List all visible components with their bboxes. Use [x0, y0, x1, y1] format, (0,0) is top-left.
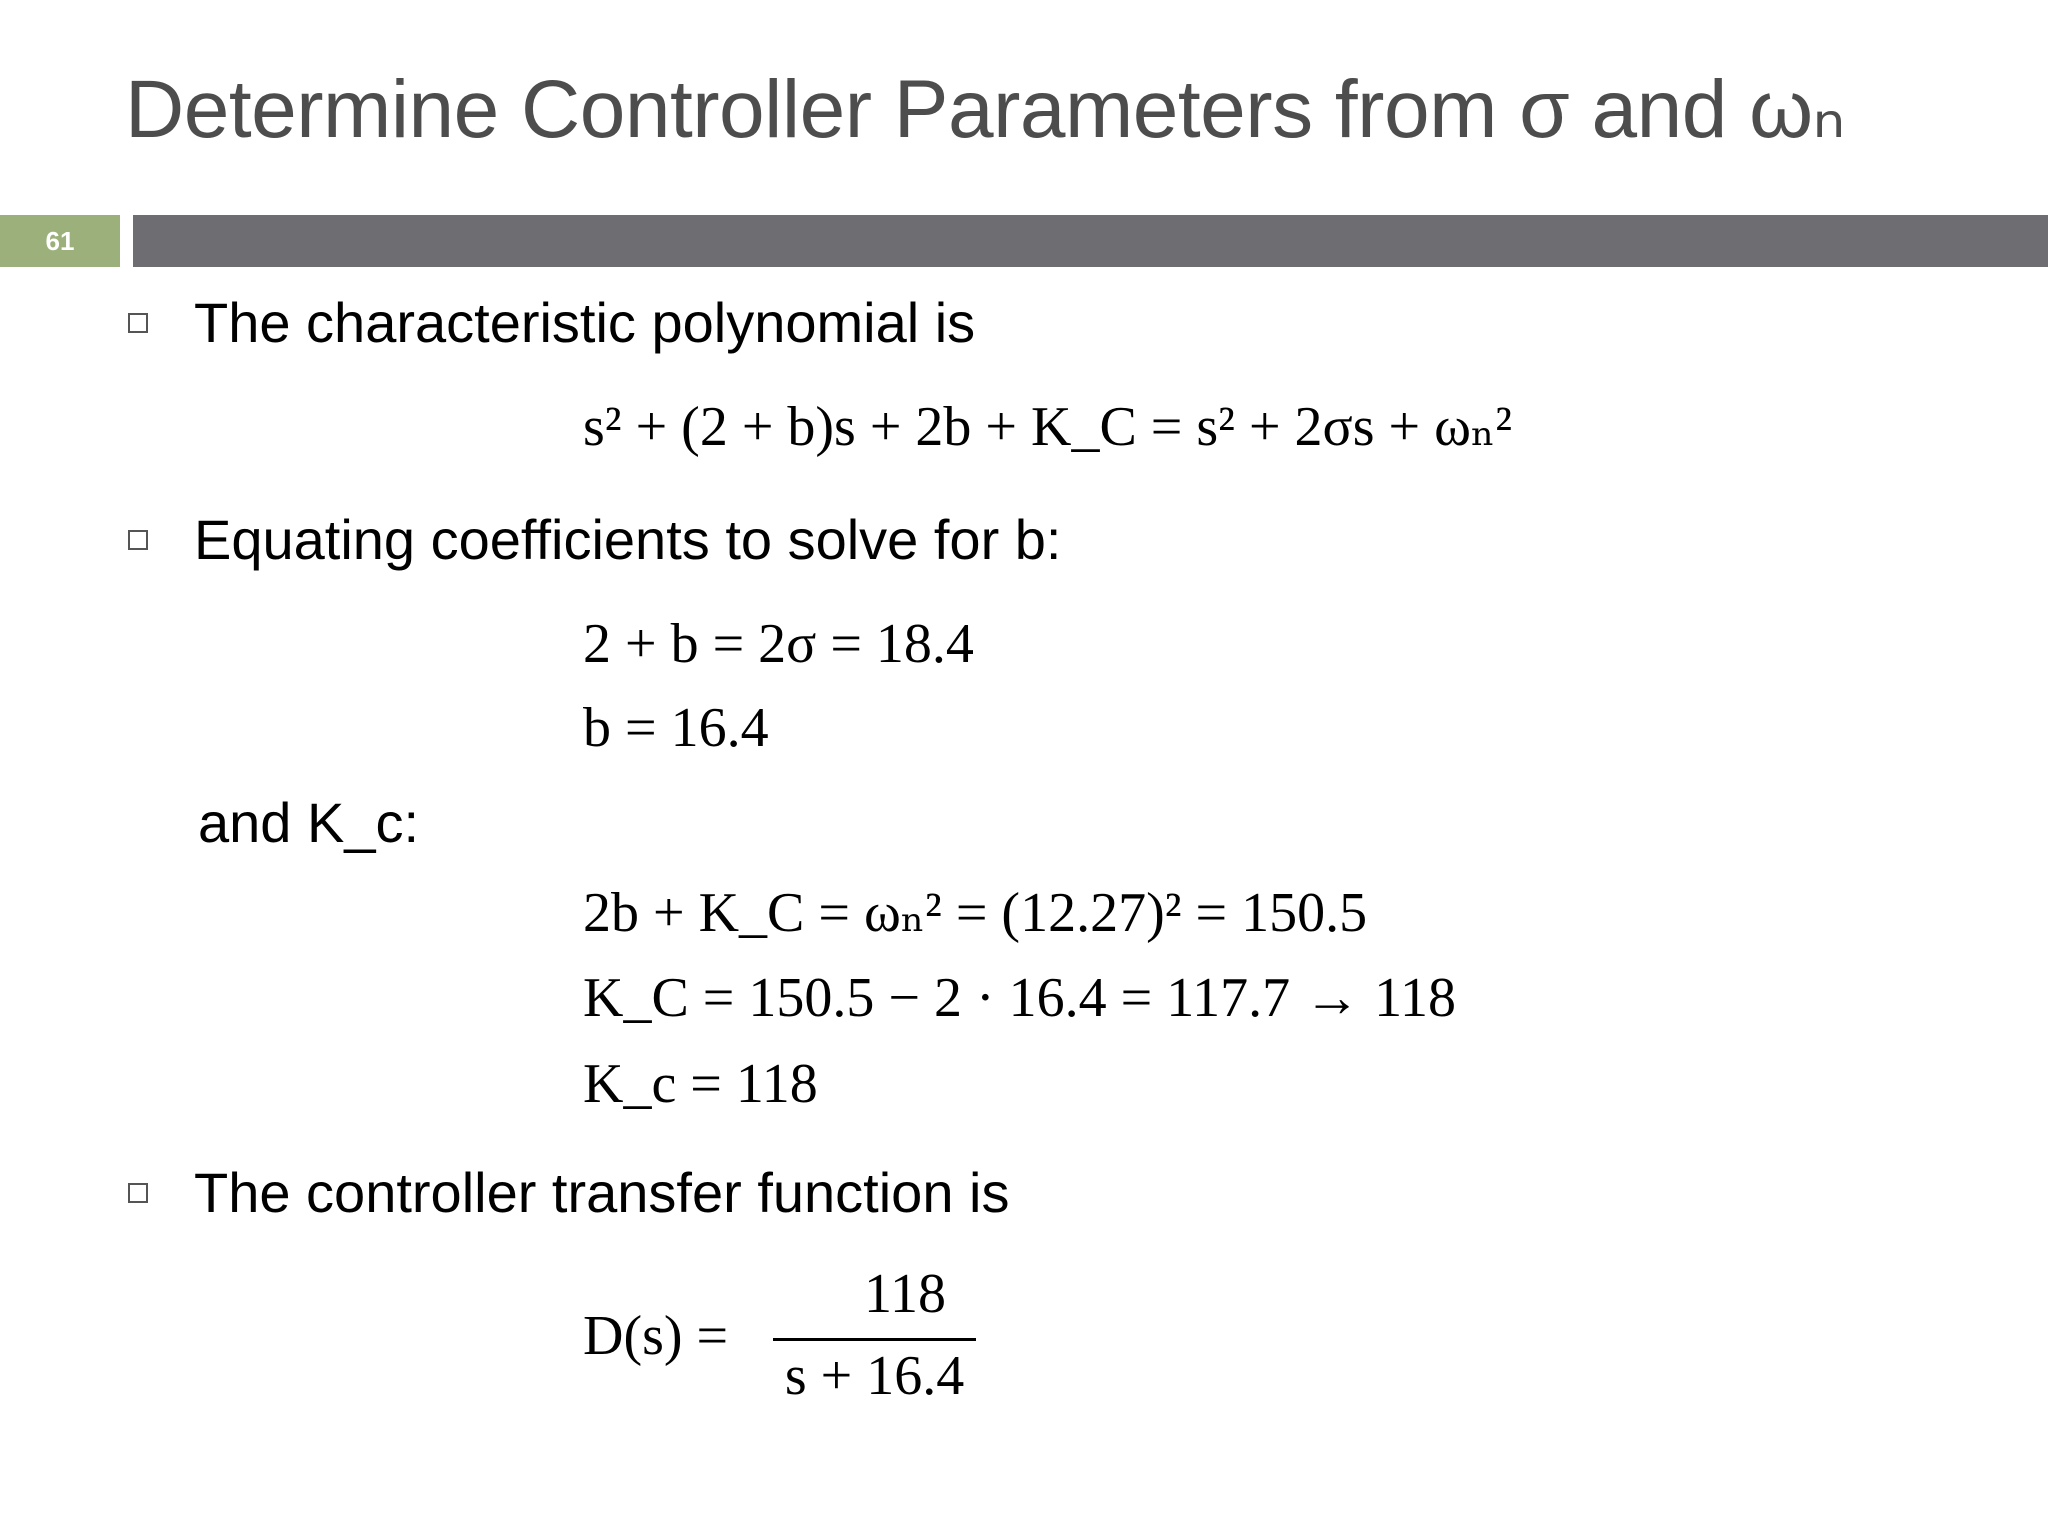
- equation-kc-line-1: 2b + K_C = ωₙ² = (12.27)² = 150.5: [583, 882, 1368, 944]
- and-kc-label: and K_c:: [198, 791, 420, 854]
- bullet-text: The characteristic polynomial is: [194, 291, 976, 354]
- bullet-characteristic-polynomial: [128, 290, 975, 355]
- checkbox-icon: [128, 1183, 148, 1203]
- equation-characteristic: s² + (2 + b)s + 2b + K_C = s² + 2σs + ωₙ²: [583, 396, 1512, 458]
- fraction-bar: [773, 1338, 976, 1341]
- fraction-numerator: 118: [864, 1263, 946, 1325]
- title-divider-bar: [133, 215, 2048, 267]
- fraction-denominator: s + 16.4: [784, 1345, 965, 1407]
- equation-b-line-1: 2 + b = 2σ = 18.4: [583, 613, 974, 675]
- bullet-text: The controller transfer function is: [194, 1161, 1010, 1224]
- equation-kc-line-3: K_c = 118: [583, 1053, 818, 1115]
- bullet-equating-coefficients: [128, 507, 1061, 572]
- bullet-transfer-function: [128, 1160, 1009, 1225]
- equation-b-line-2: b = 16.4: [583, 697, 769, 759]
- transfer-function-lhs: D(s) =: [583, 1305, 729, 1367]
- slide-number: 61: [0, 215, 120, 267]
- checkbox-icon: [128, 530, 148, 550]
- slide-title: Determine Controller Parameters from σ and ωₙ: [125, 64, 1845, 155]
- bullet-text: Equating coefficients to solve for b:: [194, 508, 1062, 571]
- equation-kc-line-2: K_C = 150.5 − 2 · 16.4 = 117.7 → 118: [583, 967, 1457, 1029]
- checkbox-icon: [128, 313, 148, 333]
